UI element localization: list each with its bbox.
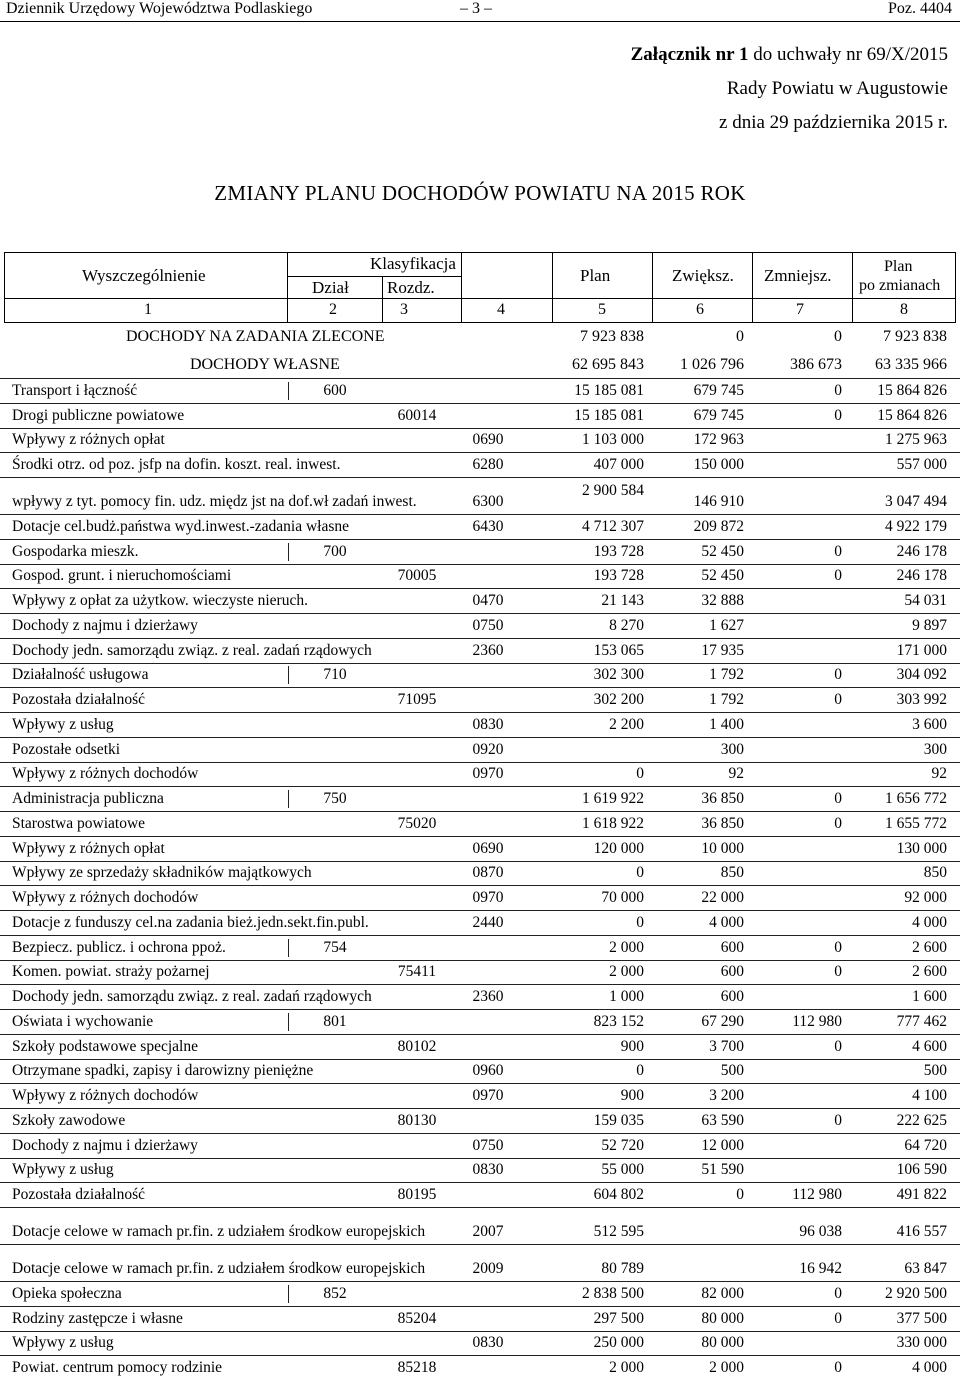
row-zwieksz: 3 200 xyxy=(709,1087,744,1104)
row-name: wpływy z tyt. pomocy fin. udz. międz jst na dof.wł zadań inwest. xyxy=(12,493,417,511)
row-name: Dochody z najmu i dzierżawy xyxy=(12,616,198,634)
row-paragraf: 0690 xyxy=(472,431,504,449)
row-paragraf: 0830 xyxy=(472,715,504,733)
table-row xyxy=(0,687,960,712)
sum-zlecone-label: DOCHODY NA ZADANIA ZLECONE xyxy=(126,328,385,345)
table-row xyxy=(0,712,960,737)
table-row xyxy=(0,984,960,1009)
table-row xyxy=(0,1158,960,1183)
row-plan: 2 838 500 xyxy=(582,1284,644,1302)
row-zmniejsz: 112 980 xyxy=(792,1186,842,1203)
row-zwieksz: 850 xyxy=(720,864,744,882)
table-row xyxy=(0,613,960,638)
row-paragraf: 0830 xyxy=(472,1161,504,1179)
sum-zlecone-zwieksz: 0 xyxy=(736,328,744,345)
row-zmniejsz: 112 980 xyxy=(792,1012,842,1030)
row-name: Wpływy z usług xyxy=(12,715,114,733)
row-po-zmianach: 15 864 826 xyxy=(877,381,947,399)
row-name: Dotacje cel.budż.państwa wyd.inwest.-zadania własne xyxy=(12,517,349,535)
row-zmniejsz: 16 942 xyxy=(799,1260,842,1277)
row-name: Pozostała działalność xyxy=(12,691,145,708)
row-zwieksz: 1 627 xyxy=(709,616,744,634)
sum-wlasne-zwieksz: 1 026 796 xyxy=(680,356,744,373)
row-paragraf: 0970 xyxy=(472,1087,504,1104)
row-name: Wpływy z usług xyxy=(12,1334,114,1352)
row-paragraf: 6280 xyxy=(472,456,504,473)
row-zmniejsz: 0 xyxy=(834,542,842,560)
row-zwieksz: 500 xyxy=(720,1062,744,1080)
row-po-zmianach: 777 462 xyxy=(896,1012,947,1030)
row-name: Środki otrz. od poz. jsfp na dofin. koszt. real. inwest. xyxy=(12,456,341,473)
row-plan: 250 000 xyxy=(593,1334,644,1352)
row-zwieksz: 600 xyxy=(720,963,744,981)
row-plan: 2 200 xyxy=(609,715,644,733)
row-plan: 900 xyxy=(620,1037,644,1055)
row-name: Wpływy z różnych opłat xyxy=(12,431,165,449)
row-zwieksz: 1 792 xyxy=(709,666,744,684)
row-plan: 193 728 xyxy=(593,567,644,585)
row-zwieksz: 4 000 xyxy=(709,913,744,931)
table-row xyxy=(0,1207,960,1244)
row-zwieksz: 67 290 xyxy=(701,1012,744,1030)
row-zwieksz: 1 792 xyxy=(709,691,744,708)
row-zwieksz: 600 xyxy=(720,938,744,956)
sum-zlecone-po: 7 923 838 xyxy=(883,328,947,345)
row-name: Starostwa powiatowe xyxy=(12,814,146,832)
journal-name: Dziennik Urzędowy Województwa Podlaskiego xyxy=(6,0,313,17)
table-row xyxy=(0,1034,960,1059)
table-row xyxy=(0,663,960,688)
row-rozdz: 70005 xyxy=(397,567,437,585)
row-plan: 604 802 xyxy=(593,1186,644,1203)
row-zwieksz: 300 xyxy=(720,740,744,758)
sum-wlasne-zmniejsz: 386 673 xyxy=(790,356,842,373)
row-name: Wpływy ze sprzedaży składników majątkowych xyxy=(12,864,312,882)
row-po-zmianach: 222 625 xyxy=(896,1111,947,1129)
table-row xyxy=(0,935,960,960)
row-plan: 4 712 307 xyxy=(582,517,644,535)
row-rozdz: 80102 xyxy=(397,1037,437,1055)
row-name: Otrzymane spadki, zapisy i darowizny pieniężne xyxy=(12,1062,314,1080)
col-header-rozdz: Rozdz. xyxy=(387,278,435,297)
table-row xyxy=(0,910,960,935)
row-zwieksz: 1 400 xyxy=(709,715,744,733)
row-po-zmianach: 491 822 xyxy=(896,1186,947,1203)
row-zmniejsz: 0 xyxy=(834,938,842,956)
row-plan: 2 000 xyxy=(609,938,644,956)
row-zmniejsz: 0 xyxy=(834,666,842,684)
row-paragraf: 0870 xyxy=(472,864,504,882)
row-po-zmianach: 303 992 xyxy=(896,691,947,708)
row-plan: 55 000 xyxy=(601,1161,644,1179)
row-plan: 80 789 xyxy=(601,1260,644,1277)
row-zmniejsz: 0 xyxy=(834,406,842,424)
row-zmniejsz: 0 xyxy=(834,1284,842,1302)
col-header-zmniejsz: Zmniejsz. xyxy=(764,266,832,285)
row-plan: 297 500 xyxy=(593,1309,644,1327)
table-row xyxy=(0,477,960,514)
row-paragraf: 0690 xyxy=(472,839,504,857)
col-num-1: 1 xyxy=(144,301,152,318)
row-zwieksz: 0 xyxy=(736,1186,744,1203)
col-header-plan: Plan xyxy=(580,266,611,285)
row-zwieksz: 63 590 xyxy=(701,1111,744,1129)
row-paragraf: 6430 xyxy=(472,517,504,535)
table-row xyxy=(0,762,960,787)
row-po-zmianach: 246 178 xyxy=(896,567,947,585)
row-po-zmianach: 246 178 xyxy=(896,542,947,560)
row-paragraf: 2360 xyxy=(472,641,504,659)
row-paragraf: 2440 xyxy=(472,913,504,931)
row-zmniejsz: 0 xyxy=(834,1359,842,1376)
row-zwieksz: 679 745 xyxy=(693,381,744,399)
row-dzial: 700 xyxy=(288,543,381,561)
row-plan: 512 595 xyxy=(593,1223,644,1240)
row-po-zmianach: 557 000 xyxy=(896,456,947,473)
col-num-4: 4 xyxy=(497,301,505,318)
row-po-zmianach: 300 xyxy=(923,740,947,758)
row-plan: 1 103 000 xyxy=(582,431,644,449)
row-plan: 0 xyxy=(636,864,644,882)
row-zwieksz: 2 000 xyxy=(709,1359,744,1376)
table-row xyxy=(0,960,960,985)
row-name: Dotacje z funduszy cel.na zadania bież.jedn.sekt.fin.publ. xyxy=(12,913,369,931)
row-name: Gospodarka mieszk. xyxy=(12,542,139,560)
row-paragraf: 0830 xyxy=(472,1334,504,1352)
row-dzial: 852 xyxy=(288,1285,381,1303)
row-rozdz: 75020 xyxy=(397,814,437,832)
row-dzial: 710 xyxy=(288,666,381,684)
row-po-zmianach: 92 xyxy=(931,765,947,783)
row-zmniejsz: 0 xyxy=(834,381,842,399)
row-dzial: 750 xyxy=(288,790,381,808)
row-po-zmianach: 1 275 963 xyxy=(885,431,947,449)
col-header-wyszczegolnienie: Wyszczególnienie xyxy=(82,266,206,285)
attachment-title: Załącznik nr 1 xyxy=(630,44,749,65)
row-po-zmianach: 15 864 826 xyxy=(877,406,947,424)
row-zwieksz: 17 935 xyxy=(701,641,744,659)
row-plan: 0 xyxy=(636,1062,644,1080)
row-po-zmianach: 4 922 179 xyxy=(885,517,947,535)
sum-wlasne-po: 63 335 966 xyxy=(875,356,947,373)
table-row xyxy=(0,539,960,564)
row-name: Bezpiecz. publicz. i ochrona ppoż. xyxy=(12,938,226,956)
row-po-zmianach: 92 000 xyxy=(904,889,947,906)
row-paragraf: 0470 xyxy=(472,592,504,609)
table-header xyxy=(4,252,956,322)
table-row xyxy=(0,1009,960,1034)
row-plan: 70 000 xyxy=(601,889,644,906)
row-name: Dochody jedn. samorządu związ. z real. zadań rządowych xyxy=(12,988,372,1005)
row-plan: 2 900 584 xyxy=(582,482,644,499)
table-row xyxy=(0,1355,960,1380)
row-paragraf: 2009 xyxy=(472,1260,504,1277)
row-name: Dotacje celowe w ramach pr.fin. z udziałem środkow europejskich xyxy=(12,1260,426,1278)
row-zmniejsz: 0 xyxy=(834,790,842,807)
attachment-line-3: z dnia 29 października 2015 r. xyxy=(719,112,948,133)
row-rozdz: 85218 xyxy=(397,1359,437,1376)
col-num-3: 3 xyxy=(400,301,408,318)
row-zmniejsz: 0 xyxy=(834,1309,842,1327)
row-rozdz: 85204 xyxy=(397,1309,437,1327)
row-po-zmianach: 63 847 xyxy=(904,1260,947,1277)
row-po-zmianach: 850 xyxy=(923,864,947,882)
row-name: Wpływy z różnych dochodów xyxy=(12,889,199,906)
row-paragraf: 6300 xyxy=(472,493,504,510)
row-plan: 2 000 xyxy=(609,963,644,981)
row-po-zmianach: 500 xyxy=(923,1062,947,1080)
table-row xyxy=(0,861,960,886)
col-header-zwieksz: Zwiększ. xyxy=(672,266,734,285)
row-plan: 52 720 xyxy=(601,1136,644,1154)
row-paragraf: 0970 xyxy=(472,765,504,783)
row-plan: 1 618 922 xyxy=(582,814,644,832)
row-plan: 15 185 081 xyxy=(574,406,644,424)
col-header-klasyfikacja: Klasyfikacja xyxy=(370,254,456,273)
col-header-dzial: Dział xyxy=(312,278,349,297)
document-title: ZMIANY PLANU DOCHODÓW POWIATU NA 2015 ROK xyxy=(214,181,746,205)
row-name: Wpływy z różnych dochodów xyxy=(12,765,199,783)
table-row xyxy=(0,428,960,453)
row-plan: 407 000 xyxy=(593,456,644,473)
row-plan: 21 143 xyxy=(601,592,644,609)
row-zwieksz: 51 590 xyxy=(701,1161,744,1179)
row-name: Gospod. grunt. i nieruchomościami xyxy=(12,567,232,585)
col-header-po-zmianach: po zmianach xyxy=(859,277,941,294)
row-zmniejsz: 0 xyxy=(834,963,842,981)
col-num-6: 6 xyxy=(696,301,704,318)
row-zmniejsz: 0 xyxy=(834,814,842,832)
row-zwieksz: 22 000 xyxy=(701,889,744,906)
sum-zlecone-plan: 7 923 838 xyxy=(580,328,644,345)
col-num-5: 5 xyxy=(598,301,606,318)
row-po-zmianach: 1 655 772 xyxy=(885,814,947,832)
attachment-line-2: Rady Powiatu w Augustowie xyxy=(726,78,948,99)
row-po-zmianach: 64 720 xyxy=(904,1136,947,1154)
row-plan: 8 270 xyxy=(609,616,644,634)
col-num-8: 8 xyxy=(900,301,908,318)
row-name: Rodziny zastępcze i własne xyxy=(12,1309,183,1327)
row-plan: 900 xyxy=(620,1087,644,1104)
row-zmniejsz: 0 xyxy=(834,1111,842,1129)
row-po-zmianach: 54 031 xyxy=(904,592,947,609)
col-num-7: 7 xyxy=(796,301,804,318)
row-name: Pozostałe odsetki xyxy=(12,740,121,758)
row-po-zmianach: 416 557 xyxy=(896,1223,947,1240)
table-row xyxy=(0,378,960,403)
table-row xyxy=(0,1083,960,1108)
row-plan: 0 xyxy=(636,913,644,931)
row-po-zmianach: 330 000 xyxy=(896,1334,947,1352)
row-name: Szkoły zawodowe xyxy=(12,1111,126,1129)
row-name: Komen. powiat. straży pożarnej xyxy=(12,963,210,981)
table-row xyxy=(0,1306,960,1331)
row-name: Działalność usługowa xyxy=(12,666,149,684)
row-paragraf: 2360 xyxy=(472,988,504,1005)
row-plan: 120 000 xyxy=(593,839,644,857)
row-zwieksz: 32 888 xyxy=(701,592,744,609)
row-po-zmianach: 377 500 xyxy=(896,1309,947,1327)
row-zwieksz: 92 xyxy=(728,765,744,783)
row-name: Szkoły podstawowe specjalne xyxy=(12,1037,198,1055)
row-plan: 823 152 xyxy=(593,1012,644,1030)
row-name: Powiat. centrum pomocy rodzinie xyxy=(12,1359,223,1376)
row-name: Wpływy z różnych opłat xyxy=(12,839,165,857)
header-rule xyxy=(0,21,960,22)
row-zwieksz: 80 000 xyxy=(701,1334,744,1352)
row-po-zmianach: 4 000 xyxy=(912,913,947,931)
table-row xyxy=(0,514,960,539)
row-name: Administracja publiczna xyxy=(12,790,164,807)
row-name: Drogi publiczne powiatowe xyxy=(12,406,185,424)
table-row xyxy=(0,786,960,811)
col-header-plan-po: Plan xyxy=(884,258,913,275)
table-row xyxy=(0,1059,960,1084)
row-zwieksz: 82 000 xyxy=(701,1284,744,1302)
row-plan: 302 200 xyxy=(593,691,644,708)
row-name: Wpływy z usług xyxy=(12,1161,114,1179)
row-paragraf: 2007 xyxy=(472,1223,504,1240)
table-row xyxy=(0,1281,960,1306)
row-rozdz: 80130 xyxy=(397,1111,437,1129)
row-name: Wpływy z różnych dochodów xyxy=(12,1087,199,1104)
row-rozdz: 71095 xyxy=(397,691,437,708)
row-zwieksz: 52 450 xyxy=(701,567,744,585)
row-name: Dochody z najmu i dzierżawy xyxy=(12,1136,198,1154)
row-dzial: 754 xyxy=(288,939,381,957)
row-paragraf: 0960 xyxy=(472,1062,504,1080)
row-zwieksz: 3 700 xyxy=(709,1037,744,1055)
row-po-zmianach: 106 590 xyxy=(896,1161,947,1179)
row-paragraf: 0750 xyxy=(472,1136,504,1154)
row-zwieksz: 80 000 xyxy=(701,1309,744,1327)
row-plan: 159 035 xyxy=(593,1111,644,1129)
row-plan: 193 728 xyxy=(593,542,644,560)
position-number: Poz. 4404 xyxy=(888,0,952,17)
row-zwieksz: 600 xyxy=(720,988,744,1005)
row-name: Dochody jedn. samorządu związ. z real. zadań rządowych xyxy=(12,641,372,659)
table-row xyxy=(0,1133,960,1158)
table-row xyxy=(0,836,960,861)
table-row xyxy=(0,403,960,428)
row-zmniejsz: 0 xyxy=(834,1037,842,1055)
row-po-zmianach: 1 600 xyxy=(912,988,947,1005)
row-rozdz: 75411 xyxy=(397,963,437,981)
sum-wlasne-plan: 62 695 843 xyxy=(572,356,644,373)
table-row xyxy=(0,811,960,836)
table-row xyxy=(0,564,960,589)
row-po-zmianach: 130 000 xyxy=(896,839,947,857)
attachment-line-1 xyxy=(631,44,948,66)
row-name: Oświata i wychowanie xyxy=(12,1012,154,1030)
row-plan: 153 065 xyxy=(593,641,644,659)
row-plan: 1 000 xyxy=(609,988,644,1005)
row-name: Wpływy z opłat za użytkow. wieczyste nieruch. xyxy=(12,592,308,609)
row-po-zmianach: 2 920 500 xyxy=(885,1284,947,1302)
row-rozdz: 60014 xyxy=(397,406,437,424)
table-row xyxy=(0,638,960,663)
row-zmniejsz: 0 xyxy=(834,567,842,585)
table-row xyxy=(0,1108,960,1133)
row-plan: 2 000 xyxy=(609,1359,644,1376)
row-po-zmianach: 171 000 xyxy=(896,641,947,659)
table-row xyxy=(0,885,960,910)
row-po-zmianach: 4 600 xyxy=(912,1037,947,1055)
table-row xyxy=(0,1182,960,1207)
row-dzial: 801 xyxy=(288,1013,381,1031)
row-zwieksz: 146 910 xyxy=(693,493,744,510)
row-rozdz: 80195 xyxy=(397,1186,437,1203)
table-row xyxy=(0,1331,960,1356)
row-name: Transport i łączność xyxy=(12,381,138,399)
row-zwieksz: 209 872 xyxy=(693,517,744,535)
row-po-zmianach: 4 000 xyxy=(912,1359,947,1376)
sum-zlecone-zmniejsz: 0 xyxy=(834,328,842,345)
row-paragraf: 0970 xyxy=(472,889,504,906)
row-zwieksz: 10 000 xyxy=(701,839,744,857)
table-row xyxy=(0,452,960,477)
row-po-zmianach: 3 600 xyxy=(912,715,947,733)
row-po-zmianach: 2 600 xyxy=(912,963,947,981)
table-body xyxy=(0,378,960,1380)
row-plan: 0 xyxy=(636,765,644,783)
row-zwieksz: 52 450 xyxy=(701,542,744,560)
table-row xyxy=(0,737,960,762)
row-zwieksz: 36 850 xyxy=(701,814,744,832)
row-po-zmianach: 9 897 xyxy=(912,616,947,634)
row-zwieksz: 12 000 xyxy=(701,1136,744,1154)
attachment-resolution: do uchwały nr 69/X/2015 xyxy=(753,44,948,65)
row-po-zmianach: 2 600 xyxy=(912,938,947,956)
row-plan: 1 619 922 xyxy=(582,790,644,807)
row-zwieksz: 172 963 xyxy=(693,431,744,449)
row-zmniejsz: 0 xyxy=(834,691,842,708)
row-po-zmianach: 3 047 494 xyxy=(885,493,947,510)
row-po-zmianach: 4 100 xyxy=(912,1087,947,1104)
row-po-zmianach: 304 092 xyxy=(896,666,947,684)
page-header xyxy=(0,0,960,22)
table-row xyxy=(0,1244,960,1281)
row-name: Dotacje celowe w ramach pr.fin. z udziałem środkow europejskich xyxy=(12,1223,426,1241)
row-paragraf: 0920 xyxy=(472,740,504,758)
row-zwieksz: 679 745 xyxy=(693,406,744,424)
table-row xyxy=(0,588,960,613)
page-number: – 3 – xyxy=(460,0,492,17)
row-dzial: 600 xyxy=(288,382,381,400)
row-name: Opieka społeczna xyxy=(12,1284,122,1302)
row-paragraf: 0750 xyxy=(472,616,504,634)
col-num-2: 2 xyxy=(329,301,337,318)
row-zmniejsz: 96 038 xyxy=(799,1223,842,1240)
row-plan: 302 300 xyxy=(593,666,644,684)
row-zwieksz: 36 850 xyxy=(701,790,744,807)
row-plan: 15 185 081 xyxy=(574,381,644,399)
row-zwieksz: 150 000 xyxy=(693,456,744,473)
row-po-zmianach: 1 656 772 xyxy=(885,790,947,807)
row-name: Pozostała działalność xyxy=(12,1186,145,1203)
sum-wlasne-label: DOCHODY WŁASNE xyxy=(190,356,340,373)
